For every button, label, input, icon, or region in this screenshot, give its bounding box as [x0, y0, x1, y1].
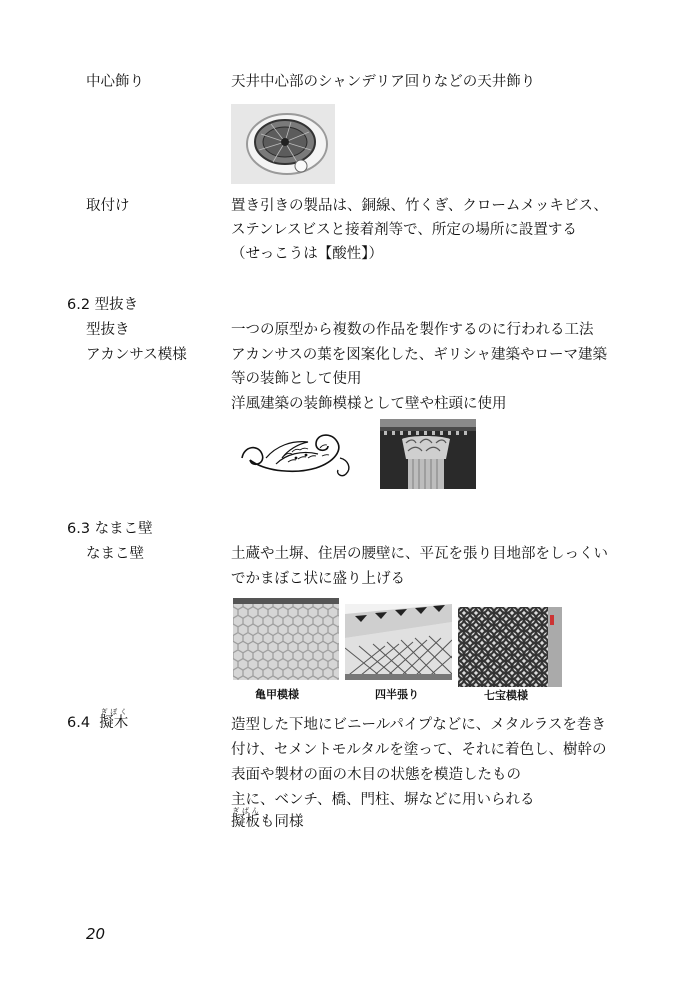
caption-shippo: 七宝模様 — [484, 689, 528, 702]
shippo-pattern-photo — [458, 607, 562, 687]
desc-giboku-line-1: 造型した下地にビニールパイプなどに、メタルラスを巻き — [231, 717, 606, 733]
desc-namakokabe-line-1: 土蔵や土塀、住居の腰壁に、平瓦を張り目地部をしっくい — [231, 546, 608, 562]
desc-acanthus-line-2: 等の装飾として使用 — [231, 371, 362, 387]
section-number-giboku: 6.4 — [67, 715, 91, 731]
desc-toritsuke-line-1: 置き引きの製品は、銅線、竹くぎ、クロームメッキビス、 — [231, 198, 608, 214]
section-heading-namakokabe: 6.3 なまこ壁 — [67, 521, 153, 537]
desc-giboku-line-3: 表面や製材の面の木目の状態を模造したもの — [231, 767, 521, 783]
term-acanthus: アカンサス模様 — [86, 347, 187, 363]
shihanbari-pattern-photo — [345, 604, 452, 680]
ceiling-medallion-photo — [231, 104, 335, 184]
desc-toritsuke-line-2: ステンレスビスと接着剤等で、所定の場所に設置する — [231, 222, 577, 238]
corinthian-capital-photo — [380, 419, 476, 489]
desc-toritsuke-line-3: （せっこうは【酸性】） — [231, 246, 383, 262]
desc-katanuki: 一つの原型から複数の作品を製作するのに行われる工法 — [231, 322, 594, 338]
term-namakokabe: なまこ壁 — [86, 546, 144, 562]
section-heading-katanuki: 6.2 型抜き — [67, 297, 139, 313]
desc-giboku-line-2: 付け、セメントモルタルを塗って、それに着色し、樹幹の — [231, 742, 607, 758]
term-katanuki: 型抜き — [86, 322, 130, 338]
desc-giboku-line-5: 擬板ぎばんも同様 — [231, 807, 304, 830]
desc-namakokabe-line-2: でかまぼこ状に盛り上げる — [231, 571, 405, 587]
caption-kikko: 亀甲模様 — [255, 688, 299, 701]
term-chushin-kazari: 中心飾り — [86, 74, 144, 90]
term-toritsuke: 取付け — [86, 198, 130, 214]
acanthus-scroll-drawing — [236, 428, 356, 480]
giboku-ruby: 擬木ぎぼく — [99, 708, 129, 731]
giban-ruby: 擬板ぎばん — [231, 807, 260, 830]
caption-shihanbari: 四半張り — [375, 688, 419, 701]
page-number: 20 — [86, 925, 106, 943]
desc-acanthus-line-1: アカンサスの葉を図案化した、ギリシャ建築やローマ建築 — [231, 347, 607, 363]
section-heading-giboku — [67, 708, 128, 738]
desc-chushin-kazari: 天井中心部のシャンデリア回りなどの天井飾り — [231, 74, 536, 90]
desc-giboku-line-4: 主に、ベンチ、橋、門柱、塀などに用いられる — [231, 792, 535, 808]
desc-acanthus-line-3: 洋風建築の装飾模様として壁や柱頭に使用 — [231, 396, 507, 412]
kikko-pattern-photo — [233, 598, 339, 680]
